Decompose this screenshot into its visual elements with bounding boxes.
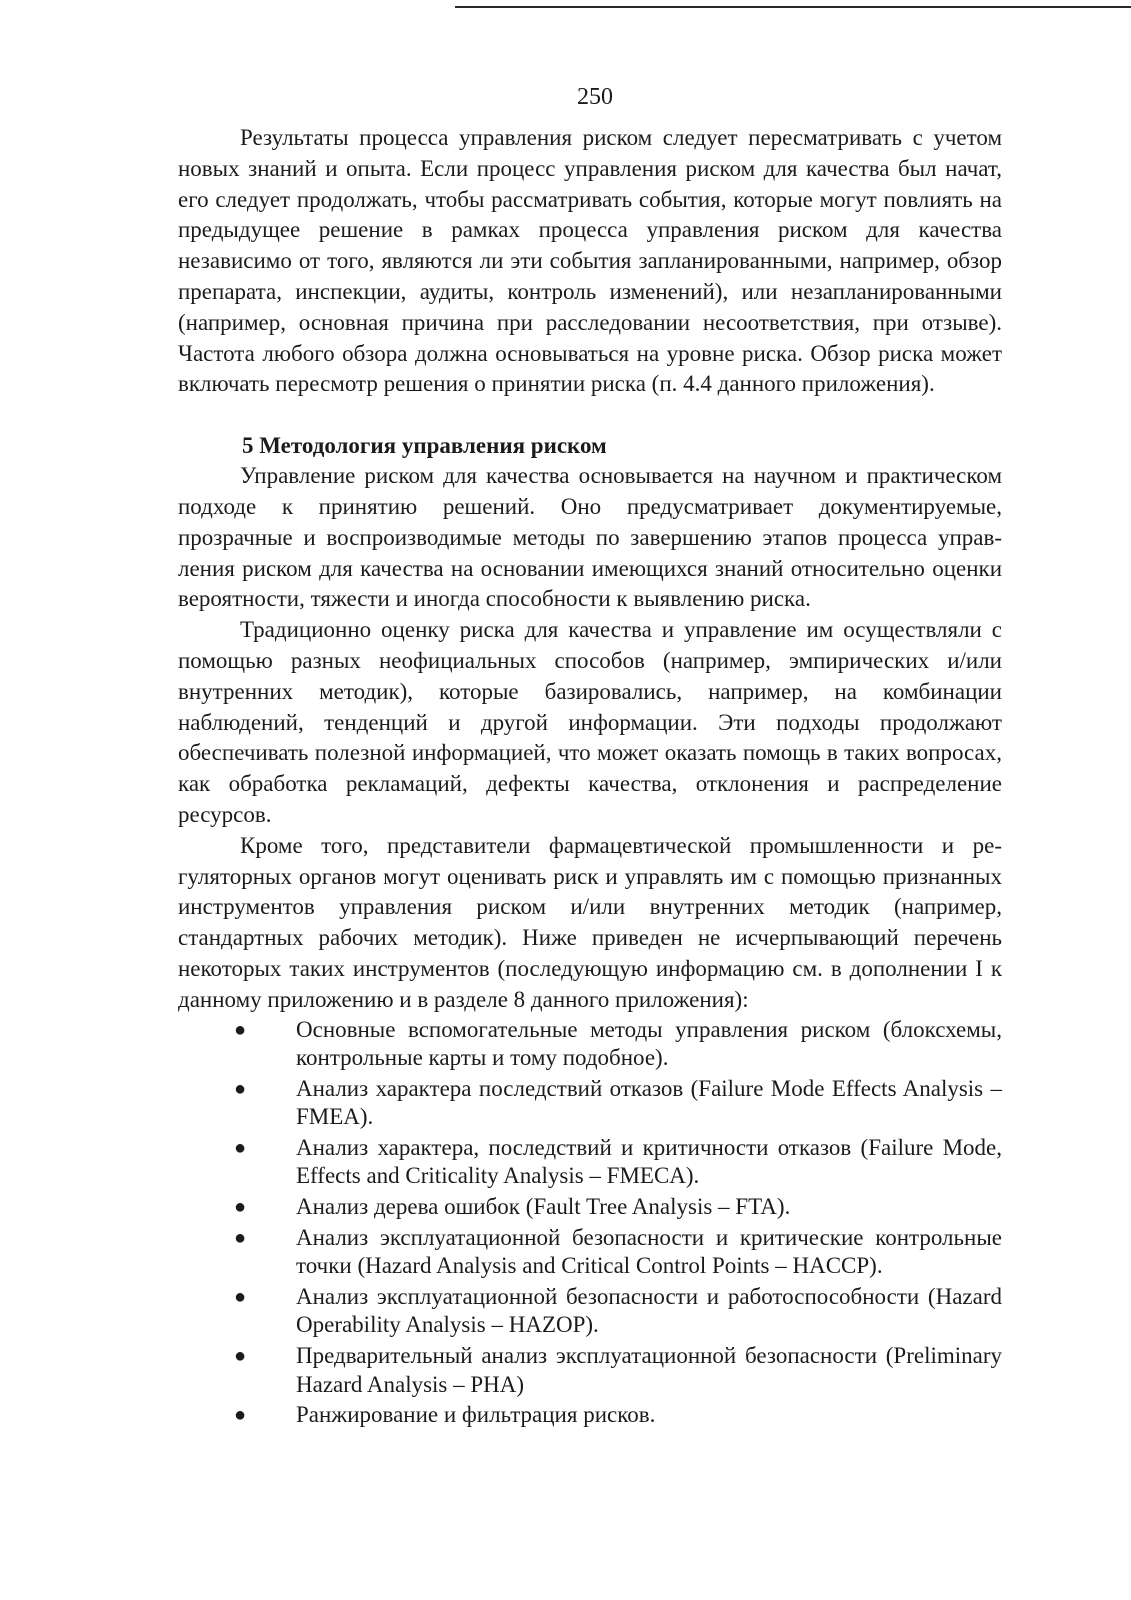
list-item [178,1016,1002,1073]
list-item-text: Анализ дерева ошибок (Fault Tree Analysis – FTA). [296,1194,791,1220]
list-item-text: Анализ эксплуатационной безопасности и критические контрольные точки (Hazard Analysis and Critical Control Points – HACCP). [296,1224,1002,1279]
section-heading: 5 Методология управления риском [242,433,607,459]
paragraph-traditional-methods: Традиционно оценку риска для качества и управление им осуществляли с помощью разных неофициальных способов (например, эмпирических и/или внутренних методик), которые базировались, например, на комбинации наблюдений, тенденций и другой информации. Эти подходы продолжают обеспечивать полезной информацией, что может оказать помощь в таких вопросах, как обработка рекламаций, дефекты качества, отклонения и распределение ресурсов. [178,617,1002,827]
page-number: 250 [577,84,613,110]
list-item-text: Анализ эксплуатационной безопасности и работоспособности (Hazard Operability Analysis – HAZOP). [296,1283,1002,1338]
bullet-icon: ● [234,1077,247,1100]
bullet-icon: ● [234,1136,247,1159]
bullet-icon: ● [234,1285,247,1308]
list-item-text: Анализ характера последствий отказов (Failure Mode Effects Analysis – FMEA). [296,1075,1002,1130]
top-rule [455,6,1131,8]
paragraph-methodology: Управление риском для качества основывается на научном и практическом подходе к принятию решений. Оно предусматривает документируемые, прозрачные и воспроизводимые методы по завершению этапов процесса управления риском для качества на основании имеющихся знаний относительно оценки вероятности, тяжести и иногда способности к выявлению риска. [178,463,1002,612]
list-item [178,1075,1002,1132]
list-item-text: Ранжирование и фильтрация рисков. [296,1402,656,1428]
list-item [178,1342,1002,1399]
list-item-text: Основные вспомогательные методы управления риском (блоксхемы, контрольные карты и тому подобное). [296,1016,1002,1071]
list-item [178,1224,1002,1281]
bullet-icon: ● [234,1226,247,1249]
list-item-text: Анализ характера, последствий и критичности отказов (Failure Mode, Effects and Criticality Analysis – FMECA). [296,1134,1002,1189]
bullet-icon: ● [234,1404,247,1427]
page-body [178,123,1002,1432]
bullet-icon: ● [234,1196,247,1219]
bullet-icon: ● [234,1345,247,1368]
list-item [178,1401,1002,1430]
list-item [178,1134,1002,1191]
bullet-icon: ● [234,1018,247,1041]
paragraph-review-results: Результаты процесса управления риском следует пересматривать с учетом новых знаний и опыта. Если процесс управления риском для качества был начат, его следует продолжать, чтобы рассматривать события, которые могут повлиять на предыдущее решение в рамках процесса управления риском для качества независимо от того, являются ли эти события запланированными, например, обзор препарата, инспекции, аудиты, контроль изменений), или незапланированными (например, основная причина при расследовании несоответствия, при отзыве). Частота любого обзора должна основываться на уровне риска. Обзор риска может включать пересмотр решения о принятии риска (п. 4.4 данного приложения). [178,125,1002,397]
paragraph-recognized-tools: Кроме того, представители фармацевтической промышленности и регуляторных органов могут оценивать риск и управлять им с помощью признанных инструментов управления риском и/или внутренних методик (например, стандартных рабочих методик). Ниже приведен не исчерпывающий перечень некоторых таких инструментов (последующую информацию см. в дополнении I к данному приложению и в разделе 8 данного приложения): [178,832,1002,1012]
tools-list [178,1016,1002,1430]
list-item-text: Предварительный анализ эксплуатационной безопасности (Preliminary Hazard Analysis – PHA) [296,1343,1002,1397]
list-item [178,1193,1002,1222]
list-item [178,1283,1002,1340]
